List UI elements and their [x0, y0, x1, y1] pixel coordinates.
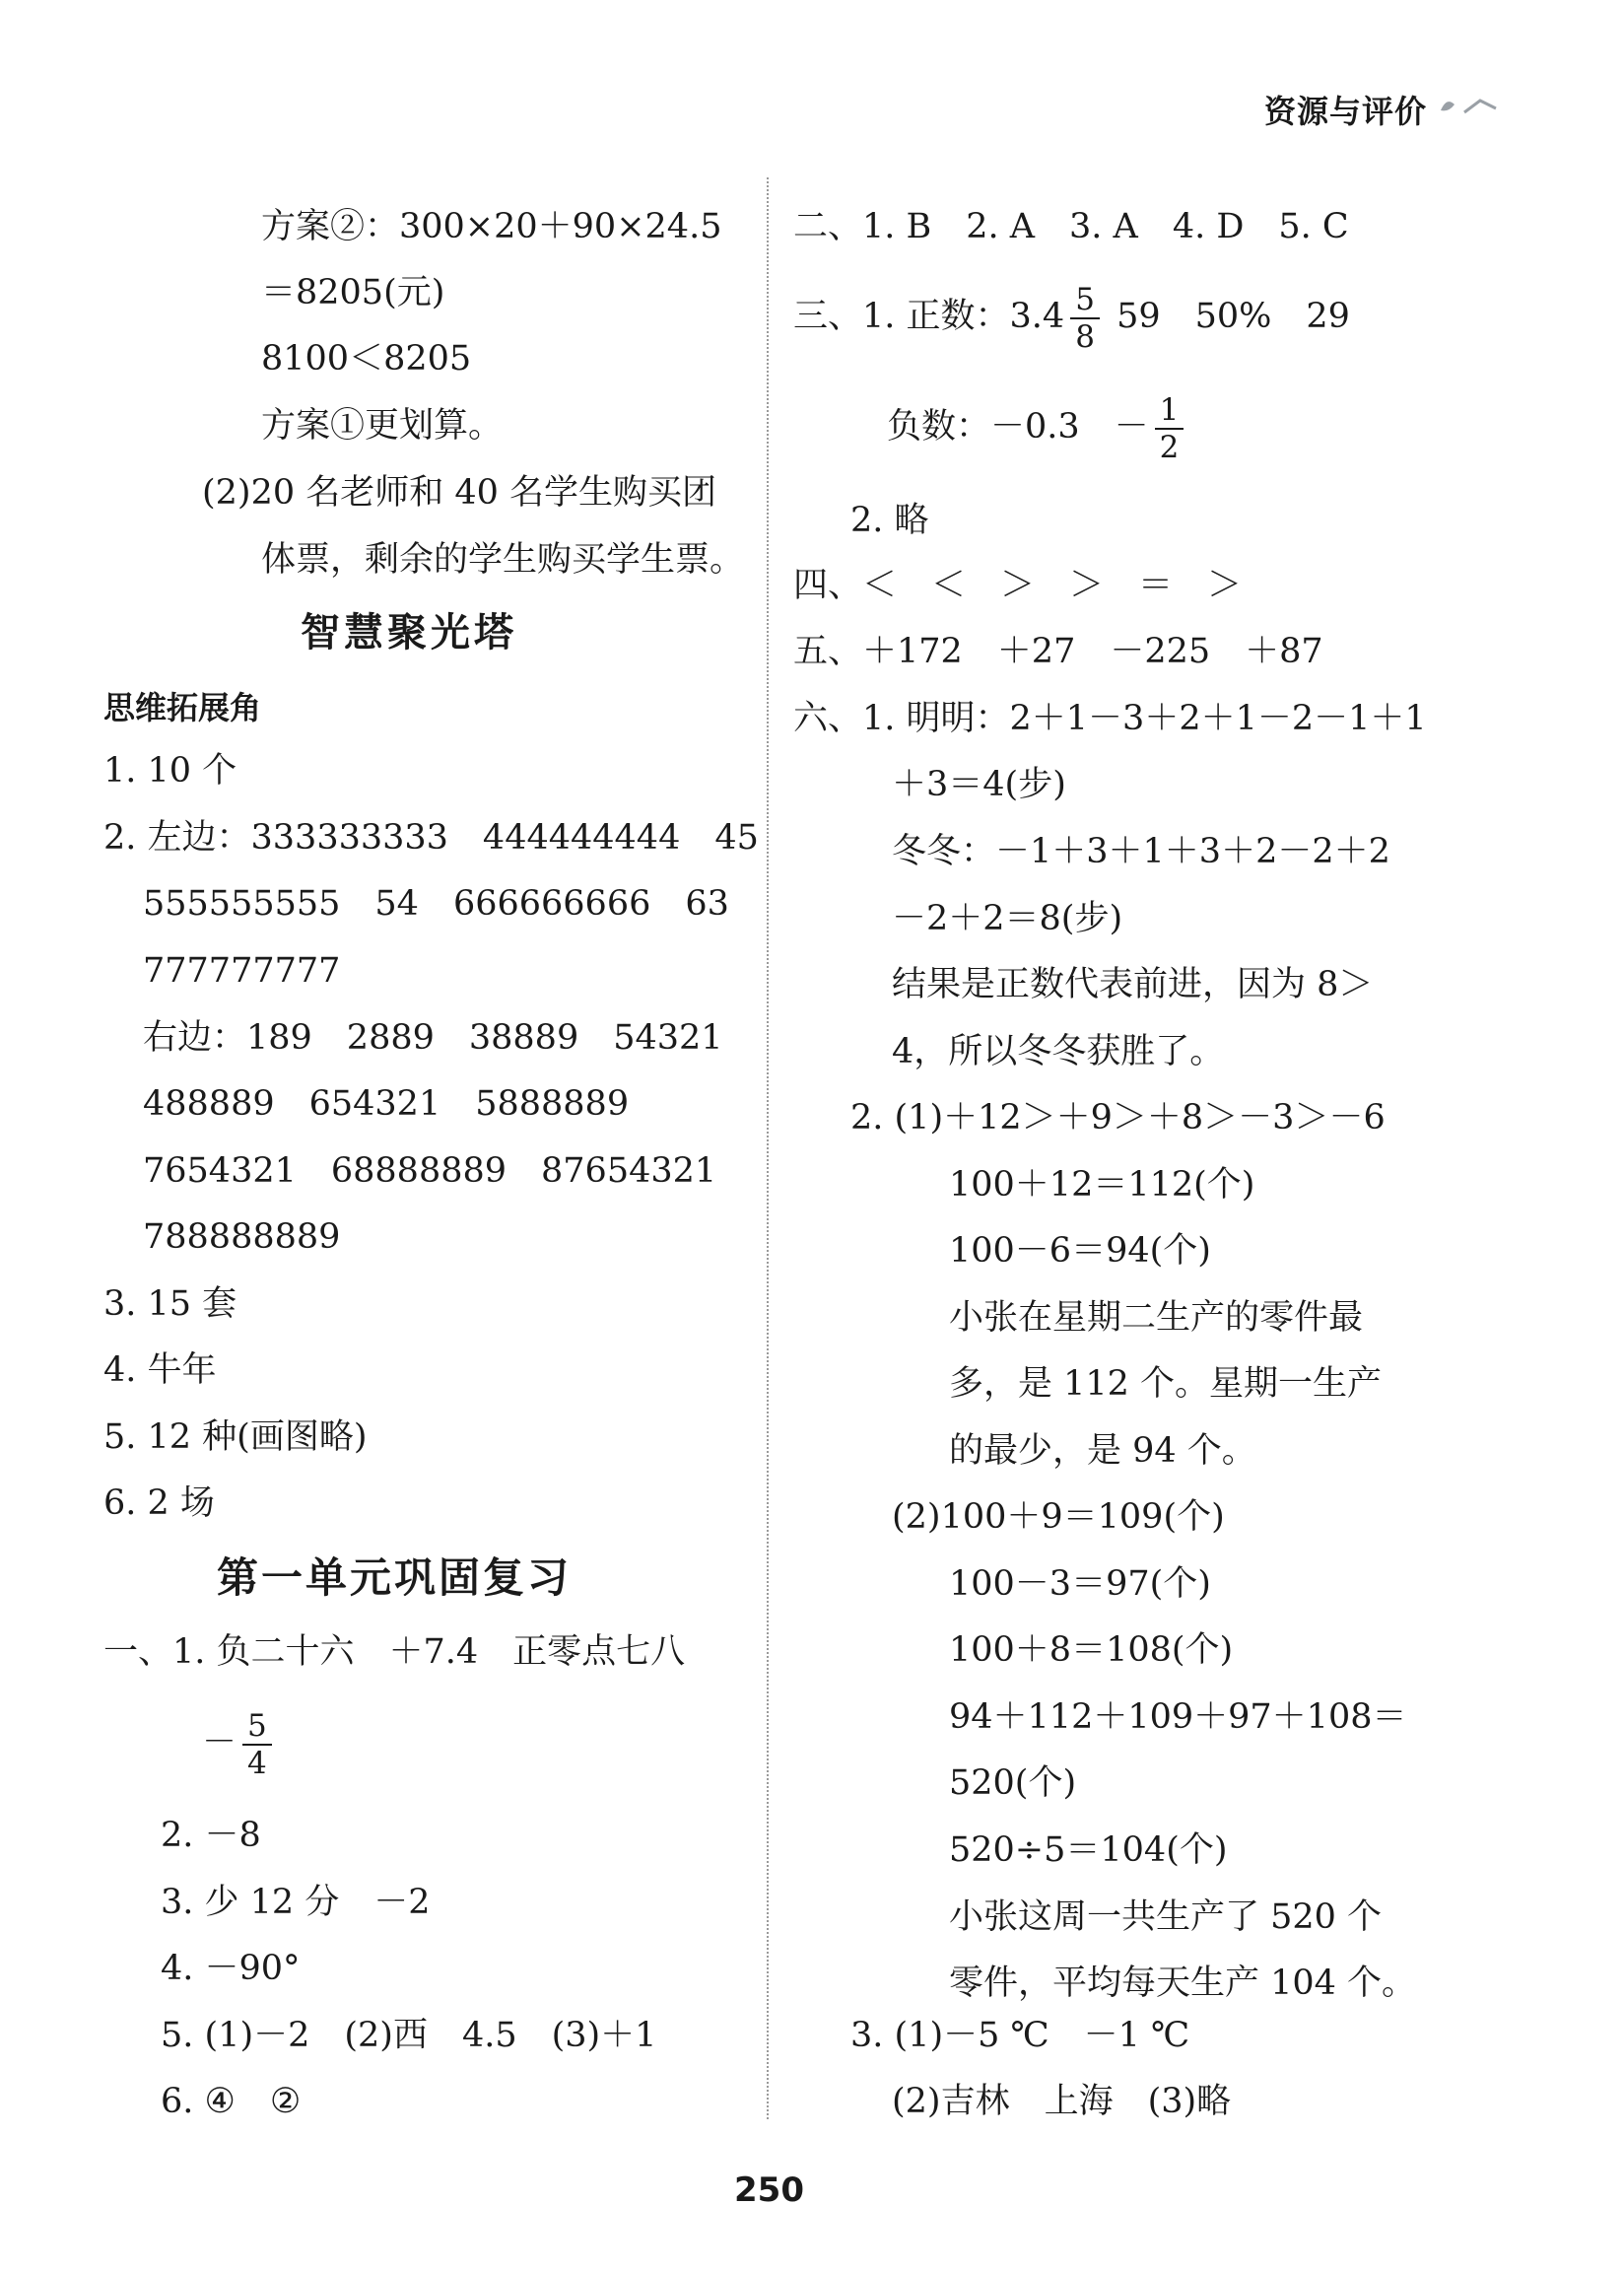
fraction-sign: － — [202, 1723, 237, 1762]
answer-line: 520÷5＝104(个) — [949, 1830, 1228, 1870]
fraction — [242, 1708, 272, 1781]
answer-line: 3. 15 套 — [103, 1284, 237, 1324]
answer-line: 3. (1)－5 ℃ －1 ℃ — [850, 2016, 1190, 2055]
text-line: 方案②：300×20＋90×24.5 — [261, 207, 722, 246]
answer-line: 2. (1)＋12＞＋9＞＋8＞－3＞－6 — [850, 1098, 1386, 1137]
text-line: (2)20 名老师和 40 名学生购买团 — [202, 473, 717, 513]
answer-line: 520(个) — [949, 1763, 1077, 1803]
pen-decoration-icon — [1437, 91, 1506, 120]
answer-line: 小张这周一共生产了 520 个 — [949, 1897, 1383, 1937]
column-divider — [767, 177, 769, 2119]
fraction — [1155, 392, 1184, 465]
answer-line: 2. 略 — [850, 501, 929, 540]
answer-line: 94＋112＋109＋97＋108＝ — [949, 1697, 1407, 1737]
answer-line: 一、1. 负二十六 ＋7.4 正零点七八 — [103, 1632, 686, 1672]
answer-line: 四、＜ ＜ ＞ ＞ ＝ ＞ — [793, 566, 1243, 605]
answer-line: 五、＋172 ＋27 －225 ＋87 — [793, 632, 1323, 671]
answer-line: 六、1. 明明：2＋1－3＋2＋1－2－1＋1 — [793, 699, 1427, 738]
answer-line: 7654321 68888889 87654321 — [143, 1151, 717, 1191]
fraction-numerator: 5 — [1070, 282, 1100, 319]
answer-line: (2)100＋9＝109(个) — [892, 1497, 1225, 1537]
answer-line: 4. 牛年 — [103, 1350, 217, 1390]
text-line: 方案①更划算。 — [261, 406, 504, 446]
answer-line: 6. 2 场 — [103, 1483, 215, 1523]
fraction-denominator: 4 — [247, 1745, 267, 1781]
text-fragment: 负数：－0.3 － — [887, 407, 1149, 447]
answer-line: 4，所以冬冬获胜了。 — [892, 1032, 1225, 1071]
answer-line: 的最少，是 94 个。 — [949, 1431, 1256, 1471]
answer-line: 小张在星期二生产的零件最 — [949, 1298, 1364, 1338]
header-title: 资源与评价 — [1263, 93, 1427, 130]
answer-line: 2. 左边：333333333 444444444 45 — [103, 818, 759, 858]
answer-line: 555555555 54 666666666 63 — [143, 884, 729, 924]
answer-line: 100＋12＝112(个) — [949, 1165, 1255, 1205]
section-title: 第一单元巩固复习 — [217, 1553, 573, 1602]
fraction-line — [887, 384, 1189, 469]
fraction-line — [793, 274, 1350, 359]
fraction-line — [202, 1703, 278, 1782]
fraction-denominator: 2 — [1159, 429, 1180, 465]
answer-line: 1. 10 个 — [103, 751, 237, 791]
answer-line: －2＋2＝8(步) — [892, 899, 1123, 938]
answer-line: 冬冬：－1＋3＋1＋3＋2－2＋2 — [892, 832, 1390, 871]
subsection-title: 思维拓展角 — [103, 689, 262, 726]
text-line: ＝8205(元) — [261, 273, 445, 312]
answer-line: 488889 654321 5888889 — [143, 1084, 630, 1124]
answer-line: 4. －90° — [161, 1949, 301, 1988]
answer-line: 100－3＝97(个) — [949, 1564, 1211, 1604]
text-fragment: 59 50% 29 — [1116, 297, 1350, 336]
fraction-denominator: 8 — [1075, 318, 1095, 355]
page-header — [1264, 87, 1427, 132]
section-title: 智慧聚光塔 — [301, 610, 517, 655]
fraction-numerator: 5 — [242, 1708, 272, 1746]
page-number: 250 — [734, 2171, 804, 2210]
answer-line: 2. －8 — [161, 1816, 261, 1855]
fraction-numerator: 1 — [1155, 392, 1184, 430]
answer-line: 100＋8＝108(个) — [949, 1630, 1234, 1670]
answer-line: (2)吉林 上海 (3)略 — [892, 2082, 1232, 2121]
answer-line: 100－6＝94(个) — [949, 1231, 1211, 1271]
answer-line: 结果是正数代表前进，因为 8＞ — [892, 965, 1374, 1004]
answer-line: ＋3＝4(步) — [892, 765, 1066, 804]
answer-line: 5. 12 种(画图略) — [103, 1417, 368, 1457]
answer-line: 5. (1)－2 (2)西 4.5 (3)＋1 — [161, 2016, 657, 2055]
answer-line: 二、1. B 2. A 3. A 4. D 5. C — [793, 207, 1349, 246]
answer-line: 3. 少 12 分 －2 — [161, 1883, 431, 1922]
text-line: 体票，剩余的学生购买学生票。 — [261, 540, 745, 580]
answer-line: 788888889 — [143, 1217, 341, 1257]
answer-line: 多，是 112 个。星期一生产 — [949, 1364, 1383, 1404]
answer-line: 右边：189 2889 38889 54321 — [143, 1018, 723, 1058]
fraction — [1070, 282, 1100, 355]
text-line: 8100＜8205 — [261, 339, 472, 379]
answer-line: 6. ④ ② — [161, 2082, 302, 2121]
answer-line: 777777777 — [143, 951, 341, 991]
answer-line: 零件，平均每天生产 104 个。 — [949, 1964, 1417, 2003]
text-fragment: 三、1. 正数：3.4 — [793, 297, 1065, 336]
